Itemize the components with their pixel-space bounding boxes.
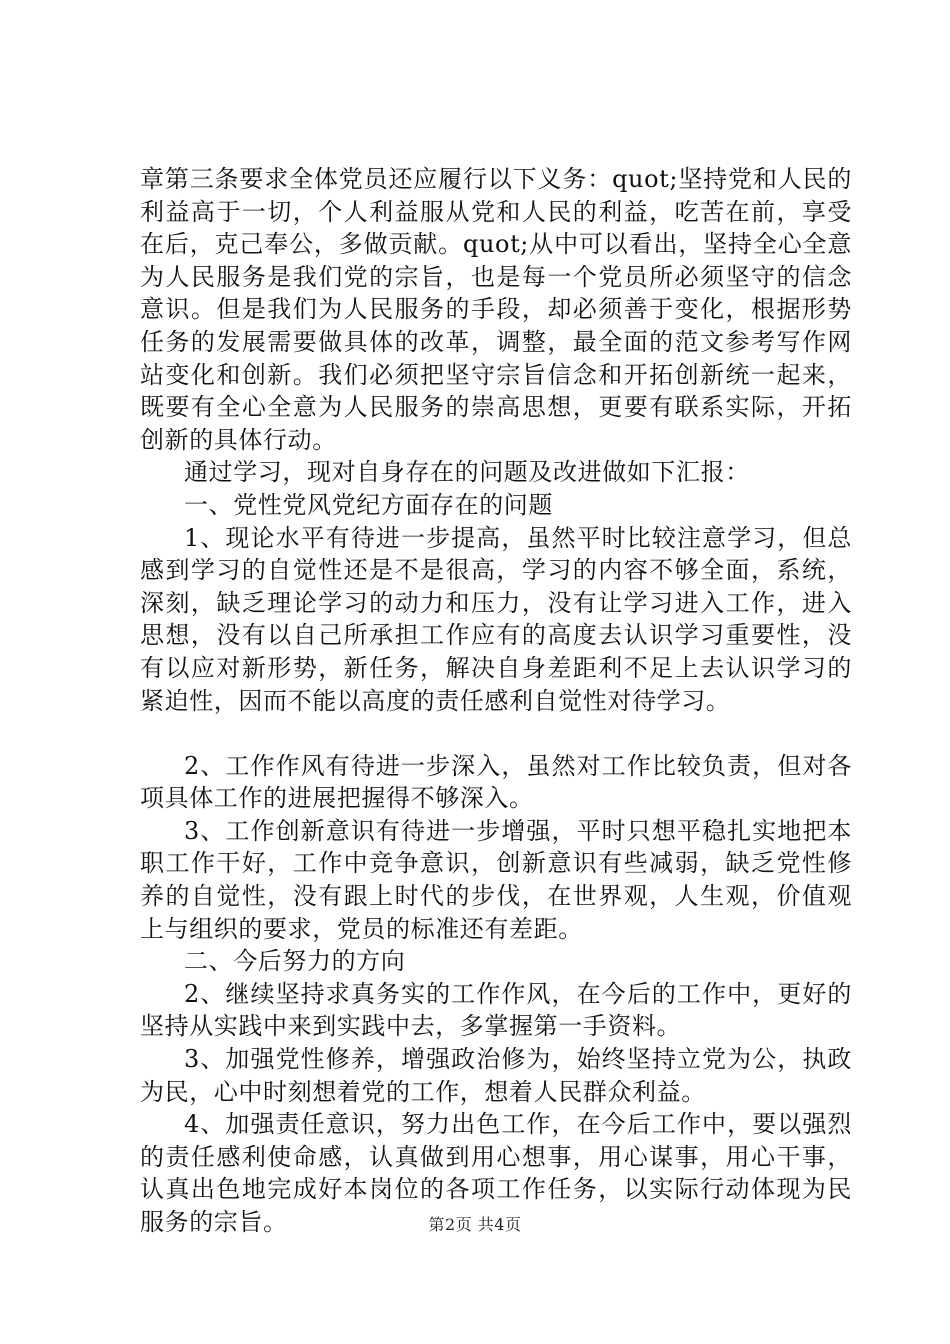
paragraph-direction-3: 3、加强党性修养，增强政治修为，始终坚持立党为公，执政为民，心中时刻想着党的工作，想着人民群众利益。 bbox=[140, 1045, 852, 1106]
paragraph-problem-2: 2、工作作风有待进一步深入，虽然对工作比较负责，但对各项具体工作的进展把握得不够深入。 bbox=[140, 751, 852, 813]
section-heading-direction: 二、今后努力的方向 bbox=[184, 947, 406, 976]
paragraph-party-constitution: 章第三条要求全体党员还应履行以下义务：quot;坚持党和人民的利益高于一切，个人利益服从党和人民的利益，吃苦在前，享受在后，克己奉公，多做贡献。quot;从中可以看出，坚持全心全意为人民服务是我们党的宗旨，也是每一个党员所必须坚守的信念意识。但是我们为人民服务的手段，却必须善于变化，根据形势任务的发展需要做具体的改革，调整，最全面的范文参考写作网站变化和创新。我们必须把坚守宗旨信念和开拓创新统一起来，既要有全心全意为人民服务的崇高思想，更要有联系实际，开拓创新的具体行动。 bbox=[140, 165, 852, 454]
paragraph-direction-4: 4、加强责任意识，努力出色工作，在今后工作中，要以强烈的责任感利使命感，认真做到用心想事，用心谋事，用心干事，认真出色地完成好本岗位的各项工作任务，以实际行动体现为民服务的宗旨。 bbox=[140, 1110, 852, 1236]
paragraph-problem-3: 3、工作创新意识有待进一步增强，平时只想平稳扎实地把本职工作干好，工作中竞争意识，创新意识有些减弱，缺乏党性修养的自觉性，没有跟上时代的步伐，在世界观，人生观，价值观上与组织的要求，党员的标准还有差距。 bbox=[140, 816, 852, 943]
paragraph-problem-1: 1、现论水平有待进一步提高，虽然平时比较注意学习，但总感到学习的自觉性还是不是很高，学习的内容不够全面，系统，深刻，缺乏理论学习的动力和压力，没有让学习进入工作，进入思想，没有以自己所承担工作应有的高度去认识学习重要性，没有以应对新形势，新任务，解决自身差距利不足上去认识学习的紧迫性，因而不能以高度的责任感利自觉性对待学习。 bbox=[140, 523, 852, 715]
section-heading-problems: 一、党性党风党纪方面存在的问题 bbox=[184, 490, 553, 519]
paragraph-direction-2: 2、继续坚持求真务实的工作作风，在今后的工作中，更好的坚持从实践中来到实践中去，多掌握第一手资料。 bbox=[140, 979, 852, 1041]
paragraph-report-intro: 通过学习，现对自身存在的问题及改进做如下汇报： bbox=[184, 458, 750, 487]
page-number-footer: 第2页 共4页 bbox=[428, 1215, 522, 1234]
document-body bbox=[140, 163, 852, 1239]
paragraph-spacer bbox=[140, 717, 852, 750]
